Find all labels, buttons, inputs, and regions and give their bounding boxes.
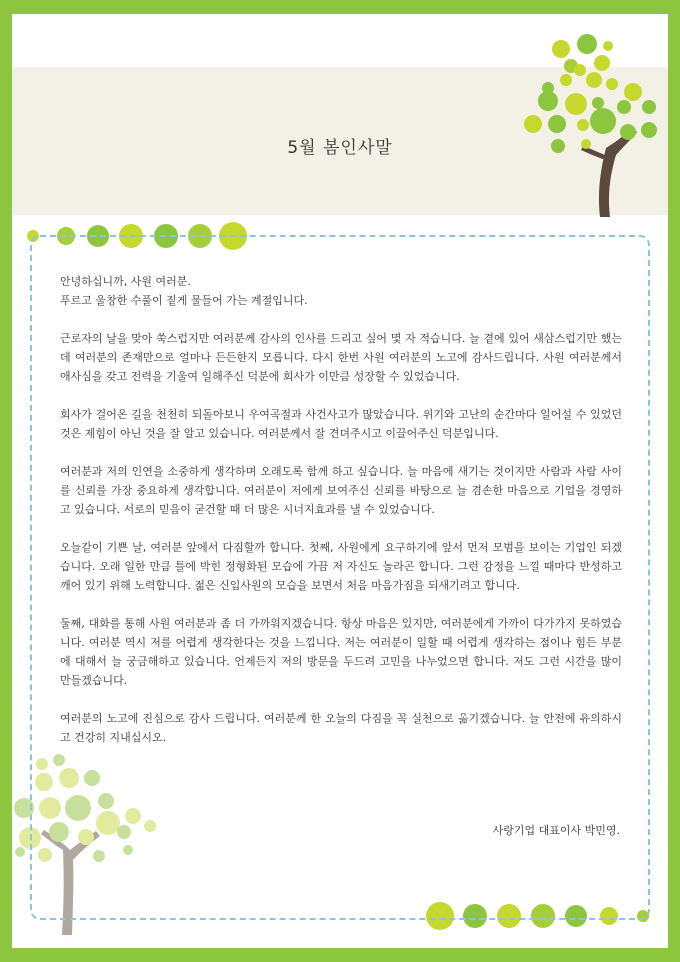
page-title: 5월 봄인사말 — [287, 138, 393, 158]
paragraph: 회사가 걸어온 길을 천천히 되돌아보니 우여곡절과 사건사고가 많았습니다. 위기와 고난의 순간마다 일어설 수 있었던 것은 제힘이 아닌 것을 잘 알고 있습니다. 여러분께서 잘 견뎌주시고 이끌어주신 덕분입니다. — [60, 408, 622, 440]
paragraph: 오늘같이 기쁜 날, 여러분 앞에서 다짐할까 합니다. 첫째, 사원에게 요구하기에 앞서 먼저 모범을 보이는 기업인 되겠습니다. 오래 일한 만큼 틀에 박힌 정형화된 모습에 가끔 저 자신도 놀라곤 합니다. 그런 감정을 느낄 때마다 반성하고 깨어 있기 위해 노력합니다. 젊은 신입사원의 모습을 보면서 처음 마음가짐을 되새기려고 합니다. — [60, 541, 622, 592]
signature: 사랑기업 대표이사 박민영. — [492, 824, 620, 837]
paragraph: 여러분의 노고에 진심으로 감사 드립니다. 여러분께 한 오늘의 다짐을 꼭 실천으로 옮기겠습니다. 늘 안전에 유의하시고 건강히 지내십시오. — [60, 712, 622, 744]
paragraph: 여러분과 저의 인연을 소중하게 생각하며 오래도록 함께 하고 싶습니다. 늘 마음에 새기는 것이지만 사람과 사람 사이를 신뢰를 가장 중요하게 생각합니다. 여러분이 저에게 보여주신 신뢰를 바탕으로 늘 겸손한 마음으로 기업을 경영하고 있습니다. 서로의 믿음이 굳건할 때 더 많은 시너지효과를 낼 수 있었습니다. — [60, 465, 622, 516]
letter-body — [60, 272, 622, 747]
paragraph-greeting — [60, 272, 622, 310]
paragraph: 근로자의 날을 맞아 쑥스럽지만 여러분께 감사의 인사를 드리고 싶어 몇 자 적습니다. 늘 곁에 있어 새삼스럽기만 했는데 여러분의 존재만으로 얼마나 든든한지 모릅니다. 다시 한번 사원 여러분의 노고에 감사드립니다. 사원 여러분께서 애사심을 갖고 전력을 기울여 일해주신 덕분에 회사가 이만큼 성장할 수 있었습니다. — [60, 332, 622, 383]
greeting-line: 안녕하십니까, 사원 여러분. 푸르고 울창한 수풀이 짙게 물들어 가는 계절입니다. — [60, 275, 308, 307]
paragraph: 둘째, 대화를 통해 사원 여러분과 좀 더 가까워지겠습니다. 항상 마음은 있지만, 여러분에게 가까이 다가가지 못하였습니다. 여러분 역시 저를 어렵게 생각한다는 것을 느낍니다. 저는 여러분이 일할 때 어렵게 생각하는 점이나 힘든 부분에 대해서 늘 궁금해하고 있습니다. 언제든지 저의 방문을 두드려 고민을 나누었으면 합니다. 저도 그런 시간을 많이 만들겠습니다. — [60, 617, 622, 687]
